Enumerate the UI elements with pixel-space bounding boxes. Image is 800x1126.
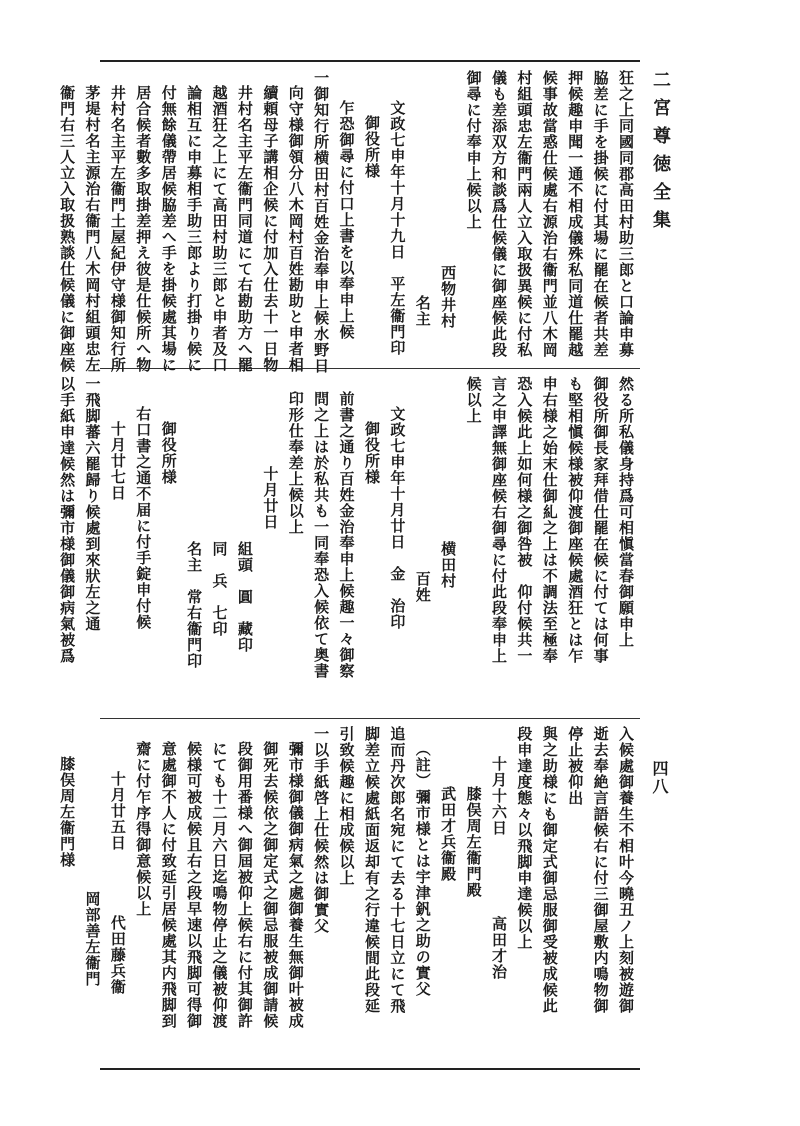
text-column: 横田村	[439, 541, 458, 589]
text-column: 儀も差添双方和談爲仕候儀に御座候此段	[489, 70, 508, 358]
text-column: 名主 常右衞門印	[185, 541, 204, 669]
text-column: 岡部善左衞門	[83, 891, 102, 987]
text-column: 文政七申年十月廿日 金 治印	[388, 406, 407, 630]
text-column: 與之助様にも御定式御忌服御受被成候此	[540, 726, 559, 1014]
text-column: 候様可被成候且右之段早速以飛脚可得御	[185, 741, 204, 1029]
text-column: 恐入候此上如何様之御咎被 仰付候共一	[515, 376, 534, 664]
text-column: 一以手紙啓上仕候然は御實父	[312, 726, 331, 934]
text-column: 膝俣周左衞門様	[58, 756, 77, 868]
text-column: 候以上	[464, 376, 483, 424]
text-column: 同 兵 七印	[210, 541, 229, 637]
running-title: 二宮尊徳全集	[650, 70, 671, 238]
text-column: 意處御不人に付致延引居候處其内飛脚到	[159, 741, 178, 1029]
text-column: 膝俣周左衞門殿	[464, 786, 483, 898]
text-column: 言之申譯無御座候右御尋に付此段奉申上	[489, 376, 508, 664]
text-column: 文政七申年十月十九日 平左衞門印	[388, 100, 407, 356]
text-column: 狂之上同國同郡高田村助三郎と口論申募	[617, 70, 635, 358]
text-column: 十月十六日 高田才治	[489, 756, 508, 980]
text-column: 入候處御養生不相叶今曉丑ノ上刻被遊御	[617, 726, 635, 1014]
text-column: 組頭 圓 藏印	[235, 541, 254, 653]
text-column: 停止被仰出	[566, 726, 585, 806]
text-column: 御尋に付奉申上候以上	[464, 70, 483, 230]
text-column: 武田才兵衞殿	[439, 786, 458, 882]
text-column: 前書之通り百姓金治奉申上候趣一々御察	[337, 391, 356, 679]
text-column: 齋に付乍序得御意候以上	[134, 741, 153, 917]
text-column: 脇差に手を掛候に付其場に罷在候者共差	[591, 70, 610, 358]
top-tier-text	[58, 70, 638, 374]
text-column: （註）彌市様とは宇津釩之助の實父	[413, 741, 432, 997]
text-column: 彌市様御儀御病氣之處御養生無御叶被成	[286, 741, 305, 1029]
text-column: 印形仕奉差上候以上	[286, 391, 305, 535]
text-column: 越酒狂之上にて高田村助三郎と申者及口	[210, 85, 229, 373]
text-column: 逝去奉絶言語候右に付三御屋敷内鳴物御	[591, 726, 610, 1014]
text-column: 論相互に申募相手助三郎より打掛り候に	[185, 85, 204, 373]
text-column: 申右様之始末仕御糺之上は不調法至極奉	[540, 376, 559, 664]
text-column: 付無餘儀帶居候脇差へ手を掛候處其場に	[159, 85, 178, 373]
text-column: 御役所御長家拜借仕罷在候に付ては何事	[591, 376, 610, 664]
text-column: 百姓	[413, 571, 432, 603]
text-column: 村組頭忠左衞門兩人立入取扱異候に付私	[515, 70, 534, 358]
text-column: 以手紙申達候然は彌市様御儀御病氣被爲	[58, 376, 77, 664]
text-column: 問之上は於私共も一同奉恐入候依て奥書	[312, 391, 331, 679]
text-column: 居合候者數多取掛差押え彼是仕候所へ物	[134, 85, 153, 373]
middle-tier-text	[58, 376, 638, 712]
text-column: 續頼母子講相企候に付加入仕去十一日物	[261, 85, 280, 373]
text-column: 一飛脚蕃六罷歸り候處到來狀左之通	[83, 376, 102, 632]
bottom-tier-text	[58, 726, 638, 1062]
text-column: 十月廿日	[261, 466, 280, 530]
text-column: 脚差立候處紙面返却有之行違候間此段延	[362, 726, 381, 1014]
text-column: 名主	[413, 295, 432, 327]
text-column: 茅堤村名主源治右衞門八木岡村組頭忠左	[83, 85, 102, 373]
text-column: 然る所私儀身持爲可相愼當春御願申上	[617, 376, 635, 648]
text-column: 向守様御領分八木岡村百姓勘助と申者相	[286, 85, 305, 373]
text-column: 乍恐御尋に付口上書を以奉申上候	[337, 100, 356, 340]
text-column: 衞門右三人立入取扱熟談仕候儀に御座候	[58, 85, 77, 373]
text-column: 右口書之通不届に付手錠申付候	[134, 406, 153, 630]
text-column: 候事故當惑仕候處右源治右衞門並八木岡	[540, 70, 559, 358]
text-column: 御役所様	[362, 421, 381, 485]
text-column: 一御知行所横田村百姓金治奉申上候水野日	[312, 70, 331, 374]
text-column: 段申達度態々以飛脚申達候以上	[515, 726, 534, 950]
text-column: 井村名主平左衞門土屋紀伊守様御知行所	[108, 85, 127, 373]
text-column: 押候趣申聞一通不相成儀殊私同道仕罷越	[566, 70, 585, 358]
text-column: 追而丹次郎名宛にて去る十七日立にて飛	[388, 726, 407, 1014]
tier-divider	[100, 718, 640, 719]
text-column: も堅相愼候様被仰渡御座候處酒狂とは乍	[566, 376, 585, 664]
page-number: 四八	[650, 760, 669, 796]
text-column: 御役所様	[362, 115, 381, 179]
text-column: 西物井村	[439, 265, 458, 329]
text-column: にても十二月六日迄鳴物停止之儀被仰渡	[210, 741, 229, 1029]
text-column: 御役所様	[159, 421, 178, 485]
text-column: 十月廿五日 代田藤兵衞	[108, 771, 127, 995]
text-column: 十月廿七日	[108, 421, 127, 501]
text-column: 井村名主平左衞門同道にて右勘助方へ罷	[235, 85, 254, 373]
text-column: 引致候趣に相成候以上	[337, 726, 356, 886]
text-column: 御死去候依之御定式之御忌服被成御請候	[261, 741, 280, 1029]
text-column: 段御用番様へ御屆被仰上候右に付其御許	[235, 741, 254, 1029]
